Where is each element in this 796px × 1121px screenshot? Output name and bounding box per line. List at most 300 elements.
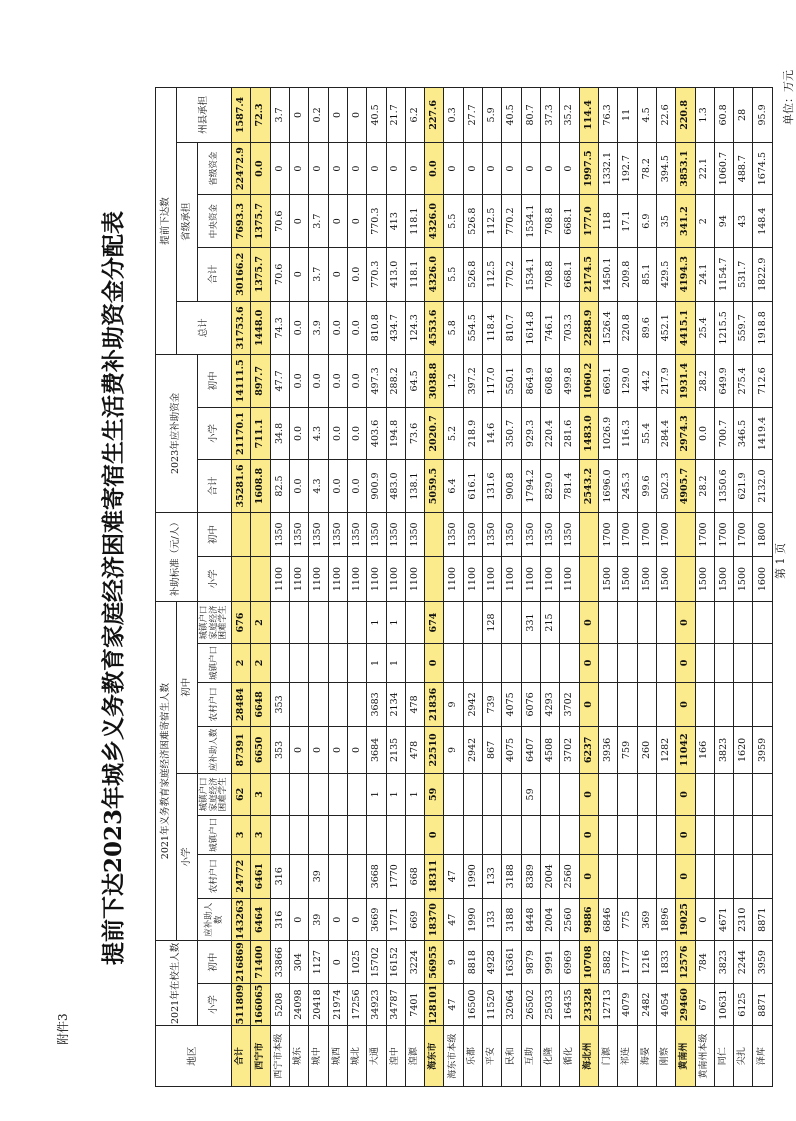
table-cell: 429.5 xyxy=(656,247,675,301)
table-cell xyxy=(463,773,482,815)
table-cell: 8448 xyxy=(521,898,540,940)
table-row xyxy=(289,88,308,1087)
table-cell: 11042 xyxy=(676,727,695,774)
region-name-cell: 西宁市本级 xyxy=(270,1026,289,1087)
table-cell: 5.5 xyxy=(444,247,463,301)
table-cell: 0 xyxy=(521,142,540,195)
table-cell: 746.1 xyxy=(541,301,560,355)
table-cell xyxy=(618,816,637,854)
table-cell: 0.0 xyxy=(347,247,366,301)
table-cell: 0 xyxy=(328,727,347,774)
table-cell: 118.1 xyxy=(405,247,424,301)
region-name-cell: 尖扎 xyxy=(734,1026,753,1087)
table-cell: 220.8 xyxy=(618,301,637,355)
table-cell: 1419.4 xyxy=(753,407,773,460)
table-cell: 739 xyxy=(483,682,502,726)
table-cell: 0 xyxy=(289,247,308,301)
table-cell xyxy=(328,601,347,644)
table-cell: 220.8 xyxy=(676,88,695,143)
table-cell xyxy=(270,644,289,682)
table-cell: 3669 xyxy=(367,898,386,940)
table-cell: 669 xyxy=(405,898,424,940)
region-name-cell: 刚察 xyxy=(656,1026,675,1087)
table-cell: 4.3 xyxy=(309,460,328,513)
table-cell: 1375.7 xyxy=(251,247,270,301)
table-cell: 1350 xyxy=(502,512,521,557)
table-cell xyxy=(502,601,521,644)
table-cell: 810.8 xyxy=(367,301,386,355)
table-cell: 0.0 xyxy=(328,301,347,355)
table-cell: 3.7 xyxy=(270,88,289,143)
table-cell xyxy=(618,773,637,815)
table-cell: 34787 xyxy=(386,983,405,1025)
table-cell: 1990 xyxy=(463,898,482,940)
region-name-cell: 大通 xyxy=(367,1026,386,1087)
table-cell: 99.6 xyxy=(637,460,656,513)
region-name-cell: 城东 xyxy=(289,1026,308,1087)
table-cell: 28.2 xyxy=(695,460,714,513)
table-cell: 770.3 xyxy=(367,195,386,248)
table-cell: 3823 xyxy=(714,941,733,983)
table-cell xyxy=(598,854,617,898)
table-cell: 668 xyxy=(405,854,424,898)
table-cell: 0.0 xyxy=(289,407,308,460)
table-cell: 80.7 xyxy=(521,88,540,143)
table-cell xyxy=(753,854,773,898)
table-cell: 177.0 xyxy=(579,195,598,248)
table-cell xyxy=(618,854,637,898)
table-cell: 47 xyxy=(444,983,463,1025)
table-cell: 1060.7 xyxy=(714,142,733,195)
table-cell: 0.0 xyxy=(347,355,366,408)
table-cell: 8871 xyxy=(753,898,773,940)
table-cell: 0 xyxy=(289,195,308,248)
table-cell: 1997.5 xyxy=(579,142,598,195)
table-cell xyxy=(753,601,773,644)
table-cell: 6.9 xyxy=(637,195,656,248)
table-cell: 0 xyxy=(289,142,308,195)
header-primary-urban-poor: 城镇户口家庭经济困难学生 xyxy=(198,773,232,815)
table-cell: 9886 xyxy=(579,898,598,940)
table-cell xyxy=(656,644,675,682)
table-cell xyxy=(656,682,675,726)
table-cell: 3 xyxy=(251,773,270,815)
table-cell: 23328 xyxy=(579,983,598,1025)
table-cell xyxy=(618,682,637,726)
table-cell: 0 xyxy=(386,142,405,195)
table-cell: 1771 xyxy=(386,898,405,940)
table-cell: 3188 xyxy=(502,854,521,898)
table-cell: 34.8 xyxy=(270,407,289,460)
table-cell xyxy=(309,773,328,815)
table-cell: 2310 xyxy=(734,898,753,940)
region-name-cell: 循化 xyxy=(560,1026,579,1087)
table-cell: 2132.0 xyxy=(753,460,773,513)
table-cell xyxy=(560,601,579,644)
table-cell: 499.8 xyxy=(560,355,579,408)
table-cell: 9879 xyxy=(521,941,540,983)
table-cell: 6237 xyxy=(579,727,598,774)
table-cell: 192.7 xyxy=(618,142,637,195)
table-cell: 810.7 xyxy=(502,301,521,355)
table-cell: 94 xyxy=(714,195,733,248)
table-cell: 11 xyxy=(618,88,637,143)
table-cell xyxy=(463,601,482,644)
table-cell: 2288.9 xyxy=(579,301,598,355)
table-cell: 0 xyxy=(328,247,347,301)
table-cell: 1534.1 xyxy=(521,247,540,301)
table-cell: 40.5 xyxy=(367,88,386,143)
table-cell: 0 xyxy=(560,142,579,195)
table-cell: 781.4 xyxy=(560,460,579,513)
region-name-cell: 湟源 xyxy=(405,1026,424,1087)
table-cell: 194.8 xyxy=(386,407,405,460)
table-cell: 16152 xyxy=(386,941,405,983)
table-cell xyxy=(328,816,347,854)
table-cell: 16361 xyxy=(502,941,521,983)
table-cell: 0 xyxy=(483,142,502,195)
table-cell: 1500 xyxy=(734,557,753,601)
table-cell: 784 xyxy=(695,941,714,983)
table-cell: 331 xyxy=(521,601,540,644)
table-cell: 7693.3 xyxy=(232,195,251,248)
header-subsidized-2021: 2021年义务教育家庭经济困难寄宿生人数 xyxy=(156,601,177,941)
header-junior-count: 应补助人数 xyxy=(198,727,232,774)
allocation-table-container xyxy=(155,87,773,1087)
table-cell: 35.2 xyxy=(560,88,579,143)
table-cell xyxy=(463,816,482,854)
table-cell: 4508 xyxy=(541,727,560,774)
table-cell: 864.9 xyxy=(521,355,540,408)
table-cell: 0 xyxy=(695,898,714,940)
region-name-cell: 平安 xyxy=(483,1026,502,1087)
table-cell xyxy=(386,816,405,854)
table-cell xyxy=(502,644,521,682)
table-cell: 14111.5 xyxy=(232,355,251,408)
table-cell: 24772 xyxy=(232,854,251,898)
table-cell: 5208 xyxy=(270,983,289,1025)
table-cell: 3038.8 xyxy=(425,355,444,408)
table-cell: 0.0 xyxy=(251,142,270,195)
table-cell: 3 xyxy=(251,816,270,854)
region-name-cell: 黄南州 xyxy=(676,1026,695,1087)
table-cell xyxy=(328,682,347,726)
table-row xyxy=(656,88,675,1087)
table-cell: 1332.1 xyxy=(598,142,617,195)
table-cell: 1777 xyxy=(618,941,637,983)
table-row xyxy=(541,88,560,1087)
table-cell: 118.4 xyxy=(483,301,502,355)
table-cell: 867 xyxy=(483,727,502,774)
table-cell: 1100 xyxy=(521,557,540,601)
table-cell: 1350 xyxy=(289,512,308,557)
table-cell: 114.4 xyxy=(579,88,598,143)
table-cell: 1350.6 xyxy=(714,460,733,513)
table-cell: 5.2 xyxy=(444,407,463,460)
table-cell: 0 xyxy=(444,142,463,195)
table-cell: 8389 xyxy=(521,854,540,898)
table-cell: 62 xyxy=(232,773,251,815)
table-cell: 2 xyxy=(251,644,270,682)
table-cell xyxy=(598,601,617,644)
table-cell: 1100 xyxy=(347,557,366,601)
table-cell: 47 xyxy=(444,898,463,940)
table-cell: 1100 xyxy=(270,557,289,601)
table-cell: 341.2 xyxy=(676,195,695,248)
table-cell: 6407 xyxy=(521,727,540,774)
table-cell: 1587.4 xyxy=(232,88,251,143)
table-cell: 1600 xyxy=(753,557,773,601)
header-standard-junior: 初中 xyxy=(198,512,232,557)
header-enrolled-primary: 小学 xyxy=(198,983,232,1025)
header-funding-total: 合计 xyxy=(198,460,232,513)
table-cell: 33866 xyxy=(270,941,289,983)
table-cell: 0 xyxy=(676,644,695,682)
table-row xyxy=(502,88,521,1087)
table-cell xyxy=(270,816,289,854)
table-cell: 4075 xyxy=(502,682,521,726)
table-cell xyxy=(560,644,579,682)
table-cell: 1100 xyxy=(463,557,482,601)
table-cell xyxy=(753,644,773,682)
table-cell xyxy=(734,601,753,644)
table-cell: 1483.0 xyxy=(579,407,598,460)
table-cell: 124.3 xyxy=(405,301,424,355)
table-cell: 1350 xyxy=(270,512,289,557)
table-cell: 759 xyxy=(618,727,637,774)
table-cell xyxy=(347,773,366,815)
table-cell xyxy=(270,773,289,815)
table-cell: 15702 xyxy=(367,941,386,983)
table-cell: 59 xyxy=(425,773,444,815)
table-cell: 0 xyxy=(579,854,598,898)
table-cell: 25.4 xyxy=(695,301,714,355)
region-name-cell: 海晏 xyxy=(637,1026,656,1087)
table-cell xyxy=(444,601,463,644)
table-cell: 26502 xyxy=(521,983,540,1025)
table-cell: 112.5 xyxy=(483,247,502,301)
table-cell: 74.3 xyxy=(270,301,289,355)
table-cell: 1350 xyxy=(521,512,540,557)
table-cell: 1534.1 xyxy=(521,195,540,248)
table-cell: 1500 xyxy=(637,557,656,601)
table-cell: 128 xyxy=(483,601,502,644)
table-cell: 0 xyxy=(676,773,695,815)
table-row xyxy=(637,88,656,1087)
table-cell: 0 xyxy=(541,142,560,195)
table-cell xyxy=(676,557,695,601)
table-cell: 4054 xyxy=(656,983,675,1025)
table-cell: 43 xyxy=(734,195,753,248)
table-cell: 1127 xyxy=(309,941,328,983)
region-name-cell: 乐都 xyxy=(463,1026,482,1087)
table-cell: 4075 xyxy=(502,727,521,774)
table-cell: 1100 xyxy=(386,557,405,601)
table-cell: 117.0 xyxy=(483,355,502,408)
table-cell: 1216 xyxy=(637,941,656,983)
table-cell: 6464 xyxy=(251,898,270,940)
table-cell xyxy=(232,557,251,601)
table-cell: 669.1 xyxy=(598,355,617,408)
table-cell: 531.7 xyxy=(734,247,753,301)
table-cell xyxy=(637,854,656,898)
table-cell: 166065 xyxy=(251,983,270,1025)
table-row xyxy=(521,88,540,1087)
table-cell: 16500 xyxy=(463,983,482,1025)
table-cell: 1.3 xyxy=(695,88,714,143)
table-cell: 649.9 xyxy=(714,355,733,408)
table-cell: 1700 xyxy=(714,512,733,557)
table-cell: 56955 xyxy=(425,941,444,983)
table-cell: 2 xyxy=(251,601,270,644)
table-cell: 1215.5 xyxy=(714,301,733,355)
table-cell: 40.5 xyxy=(502,88,521,143)
table-cell: 0 xyxy=(347,195,366,248)
attachment-label: 附件3 xyxy=(56,1013,70,1045)
table-row xyxy=(347,88,366,1087)
header-region: 地区 xyxy=(156,1026,232,1087)
table-cell: 1100 xyxy=(328,557,347,601)
table-cell xyxy=(560,816,579,854)
table-cell: 4326.0 xyxy=(425,195,444,248)
table-row xyxy=(676,88,695,1087)
table-cell xyxy=(695,644,714,682)
table-cell: 2482 xyxy=(637,983,656,1025)
table-cell: 22472.9 xyxy=(232,142,251,195)
table-cell: 353 xyxy=(270,682,289,726)
header-prefecture-share: 州县承担 xyxy=(177,88,232,143)
table-cell: 5.5 xyxy=(444,195,463,248)
table-cell: 1350 xyxy=(463,512,482,557)
table-cell: 22510 xyxy=(425,727,444,774)
table-cell: 112.5 xyxy=(483,195,502,248)
table-cell: 1990 xyxy=(463,854,482,898)
table-cell: 0 xyxy=(328,142,347,195)
table-cell: 18370 xyxy=(425,898,444,940)
table-cell xyxy=(714,644,733,682)
header-enrolled-junior: 初中 xyxy=(198,941,232,983)
table-cell: 128101 xyxy=(425,983,444,1025)
table-cell: 148.4 xyxy=(753,195,773,248)
table-cell: 1100 xyxy=(289,557,308,601)
table-cell xyxy=(502,816,521,854)
table-cell: 1100 xyxy=(502,557,521,601)
table-cell xyxy=(598,773,617,815)
header-funding-primary: 小学 xyxy=(198,407,232,460)
region-name-cell: 互助 xyxy=(521,1026,540,1087)
table-cell: 3668 xyxy=(367,854,386,898)
region-name-cell: 合计 xyxy=(232,1026,251,1087)
table-cell: 770.3 xyxy=(367,247,386,301)
table-cell: 770.2 xyxy=(502,195,521,248)
table-cell xyxy=(753,816,773,854)
table-cell xyxy=(579,557,598,601)
table-cell: 394.5 xyxy=(656,142,675,195)
table-cell xyxy=(309,601,328,644)
table-cell: 8818 xyxy=(463,941,482,983)
table-cell: 16435 xyxy=(560,983,579,1025)
table-cell xyxy=(328,644,347,682)
table-cell: 0 xyxy=(289,727,308,774)
table-cell: 1350 xyxy=(386,512,405,557)
table-cell: 4079 xyxy=(618,983,637,1025)
table-cell: 10631 xyxy=(714,983,733,1025)
table-cell: 1100 xyxy=(560,557,579,601)
table-cell xyxy=(347,816,366,854)
table-cell: 559.7 xyxy=(734,301,753,355)
table-cell: 1 xyxy=(367,601,386,644)
header-primary-urban: 城镇户口 xyxy=(198,816,232,854)
header-standard-primary: 小学 xyxy=(198,557,232,601)
table-cell: 2560 xyxy=(560,854,579,898)
table-cell: 3224 xyxy=(405,941,424,983)
table-cell: 4326.0 xyxy=(425,247,444,301)
header-junior-rural: 农村户口 xyxy=(198,682,232,726)
table-cell: 0 xyxy=(579,644,598,682)
table-cell: 616.1 xyxy=(463,460,482,513)
table-cell: 39 xyxy=(309,898,328,940)
table-cell: 2942 xyxy=(463,727,482,774)
table-cell xyxy=(367,816,386,854)
table-cell: 220.4 xyxy=(541,407,560,460)
table-row xyxy=(714,88,733,1087)
region-name-cell: 海东市本级 xyxy=(444,1026,463,1087)
table-cell: 73.6 xyxy=(405,407,424,460)
table-cell: 35 xyxy=(656,195,675,248)
region-name-cell: 海北州 xyxy=(579,1026,598,1087)
table-cell: 708.8 xyxy=(541,195,560,248)
table-cell: 1350 xyxy=(405,512,424,557)
table-cell: 70.6 xyxy=(270,247,289,301)
table-cell: 2974.3 xyxy=(676,407,695,460)
table-cell: 0 xyxy=(328,898,347,940)
table-cell: 304 xyxy=(289,941,308,983)
table-cell: 0 xyxy=(579,601,598,644)
table-cell xyxy=(541,773,560,815)
table-cell xyxy=(347,854,366,898)
table-cell: 129.0 xyxy=(618,355,637,408)
table-cell xyxy=(714,773,733,815)
table-cell xyxy=(463,644,482,682)
table-cell: 1931.4 xyxy=(676,355,695,408)
table-cell: 369 xyxy=(637,898,656,940)
table-cell: 1026.9 xyxy=(598,407,617,460)
table-cell: 712.6 xyxy=(753,355,773,408)
table-cell: 215 xyxy=(541,601,560,644)
table-cell: 0.3 xyxy=(444,88,463,143)
table-cell: 133 xyxy=(483,854,502,898)
page-number: 第 1 页 xyxy=(774,543,787,579)
table-cell: 166 xyxy=(695,727,714,774)
table-cell: 770.2 xyxy=(502,247,521,301)
table-row xyxy=(328,88,347,1087)
table-cell xyxy=(232,512,251,557)
table-cell: 35281.6 xyxy=(232,460,251,513)
table-cell xyxy=(444,816,463,854)
table-cell xyxy=(714,682,733,726)
table-cell: 0 xyxy=(676,682,695,726)
header-grand-total: 总计 xyxy=(177,301,232,355)
table-cell: 478 xyxy=(405,727,424,774)
table-cell: 9 xyxy=(444,727,463,774)
table-cell: 1450.1 xyxy=(598,247,617,301)
table-cell: 0.0 xyxy=(347,460,366,513)
table-cell xyxy=(328,854,347,898)
table-cell: 1350 xyxy=(309,512,328,557)
table-cell: 284.4 xyxy=(656,407,675,460)
table-cell: 0 xyxy=(367,142,386,195)
table-cell xyxy=(753,773,773,815)
